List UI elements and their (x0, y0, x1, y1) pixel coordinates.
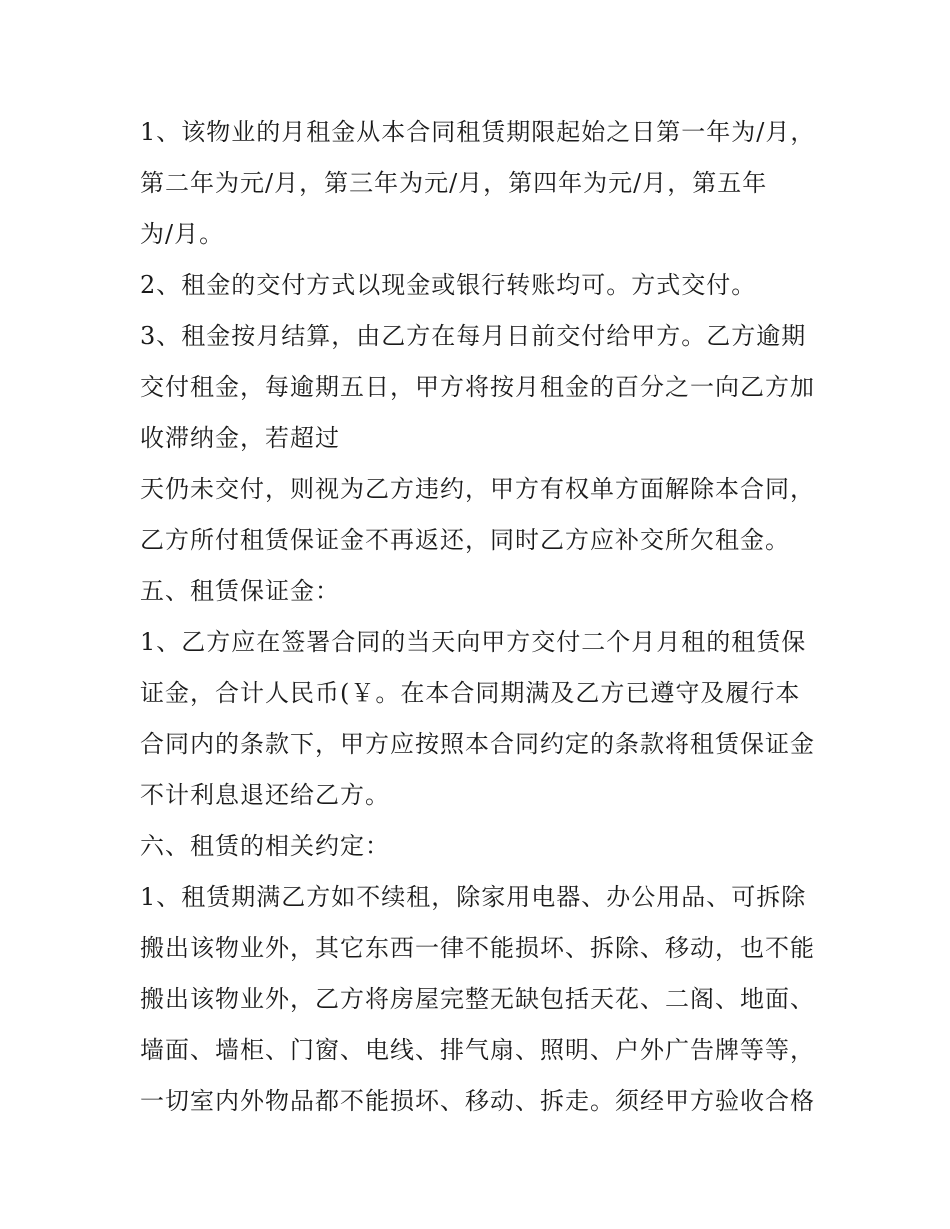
text-line: 一切室内外物品都不能损坏、移动、拆走。须经甲方验收合格 (140, 1087, 815, 1115)
text-line: 墙面、墙柜、门窗、电线、排气扇、照明、户外广告牌等等， (140, 1036, 815, 1064)
text-line: 搬出该物业外，乙方将房屋完整无缺包括天花、二阁、地面、 (140, 985, 815, 1013)
section-heading: 五、租赁保证金： (140, 577, 340, 605)
text-line: 乙方所付租赁保证金不再返还，同时乙方应补交所欠租金。 (140, 526, 790, 554)
text-line: 3、租金按月结算，由乙方在每月日前交付给甲方。乙方逾期 (140, 322, 807, 350)
text-line: 1、乙方应在签署合同的当天向甲方交付二个月月租的租赁保 (140, 628, 807, 656)
text-line: 交付租金，每逾期五日，甲方将按月租金的百分之一向乙方加 (140, 373, 815, 401)
section-heading: 六、租赁的相关约定： (140, 832, 390, 860)
contract-text (140, 107, 830, 1127)
text-line: 2、租金的交付方式以现金或银行转账均可。方式交付。 (140, 271, 757, 299)
text-line: 合同内的条款下，甲方应按照本合同约定的条款将租赁保证金 (140, 730, 815, 758)
text-line: 1、租赁期满乙方如不续租，除家用电器、办公用品、可拆除 (140, 883, 807, 911)
text-line: 第二年为元/月，第三年为元/月，第四年为元/月，第五年 (140, 169, 768, 197)
text-line: 天仍未交付，则视为乙方违约，甲方有权单方面解除本合同， (140, 475, 815, 503)
text-line: 搬出该物业外，其它东西一律不能损坏、拆除、移动，也不能 (140, 934, 815, 962)
text-line: 不计利息退还给乙方。 (140, 781, 390, 809)
text-line: 为/月。 (140, 220, 225, 248)
text-line: 1、该物业的月租金从本合同租赁期限起始之日第一年为/月， (140, 118, 816, 146)
text-line: 证金，合计人民币(￥。在本合同期满及乙方已遵守及履行本 (140, 679, 801, 707)
text-line: 收滞纳金，若超过 (140, 424, 340, 452)
